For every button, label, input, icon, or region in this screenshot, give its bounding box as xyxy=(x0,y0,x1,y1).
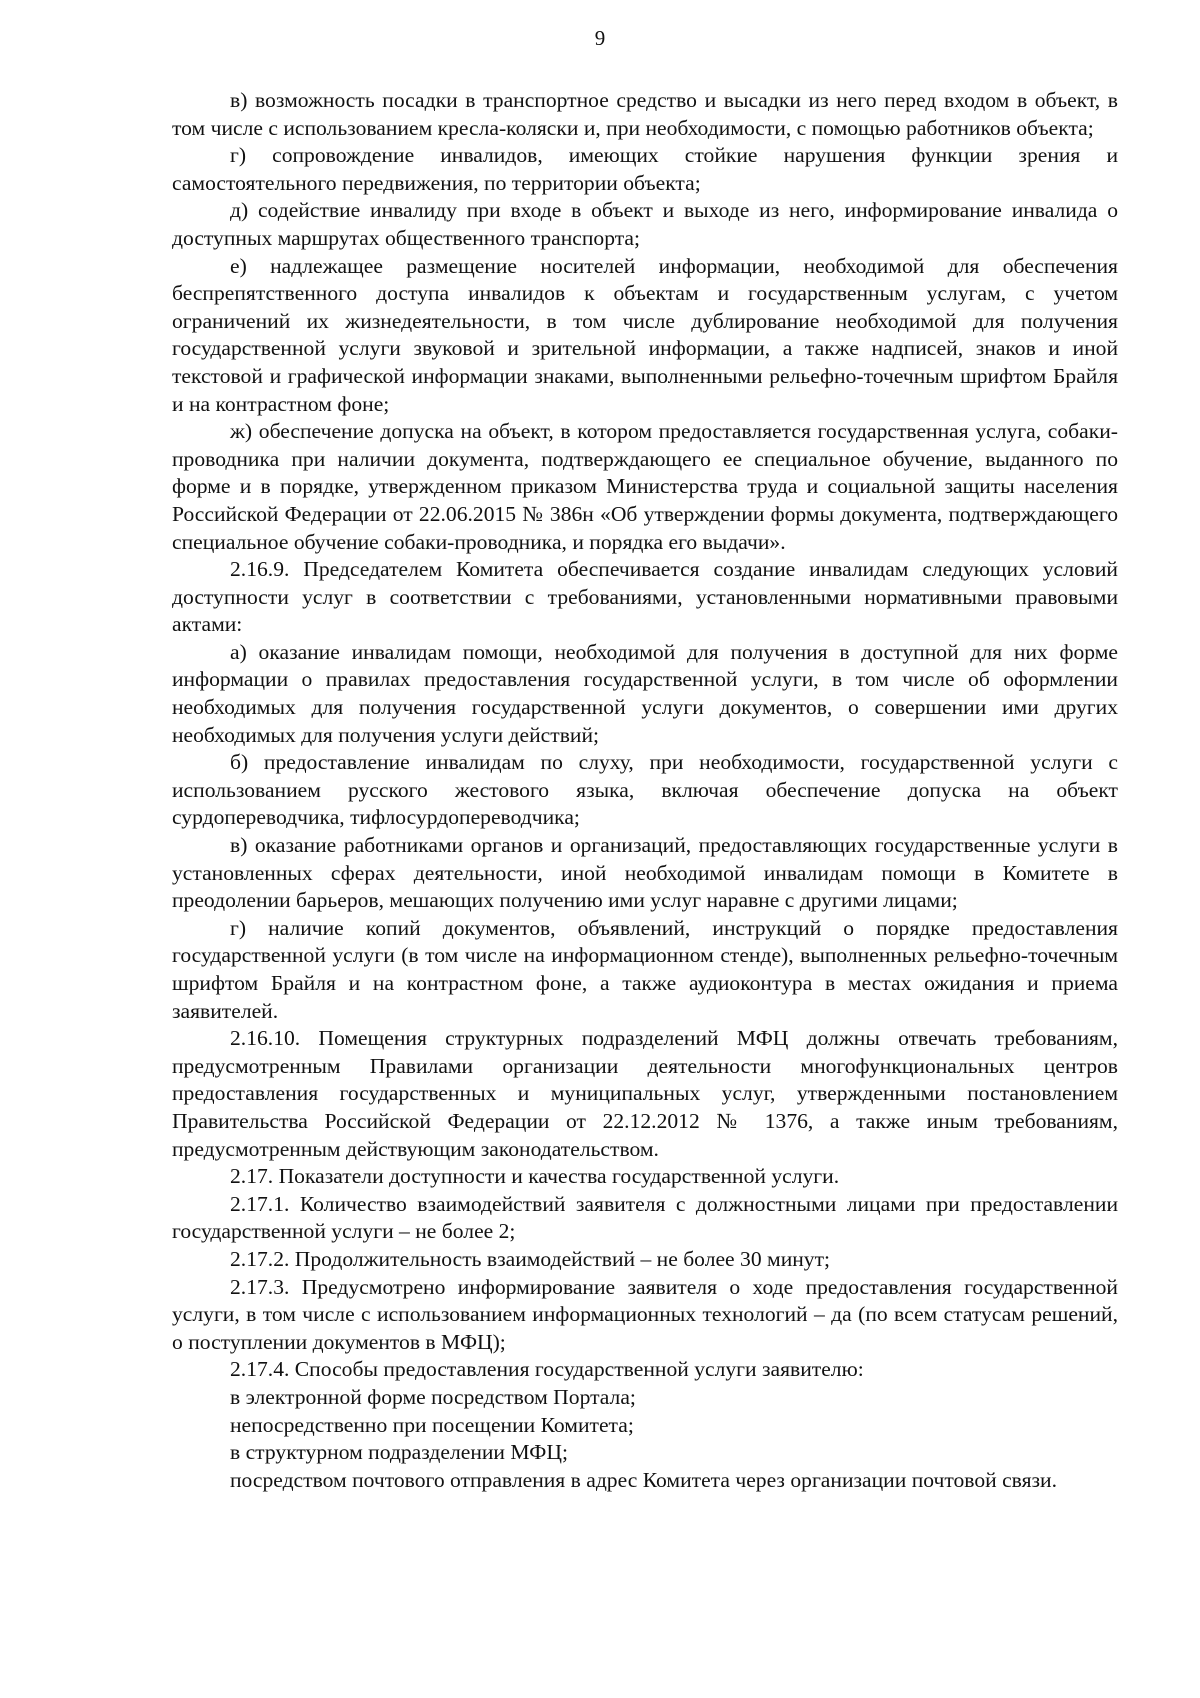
paragraph-method-portal: в электронной форме посредством Портала; xyxy=(230,1384,636,1409)
paragraph-v-staff-help: в) оказание работниками органов и организаций, предоставляющих государственные услуги в установленных сферах деятельности, иной необходимой инвалидам помощи в Комитете в преодолении барьеров, мешающих получению ими услуг наравне с другими лицами; xyxy=(172,833,1118,913)
paragraph-v-boarding: в) возможность посадки в транспортное средство и высадки из него перед входом в объект, в том числе с использованием кресла-коляски и, при необходимости, с помощью работников объекта; xyxy=(172,88,1118,140)
paragraph-method-mfc: в структурном подразделении МФЦ; xyxy=(230,1440,568,1465)
paragraph-zh-guide-dog: ж) обеспечение допуска на объект, в котором предоставляется государственная услуга, собаки-проводника при наличии документа, подтверждающего ее специальное обучение, выданного по форме и в порядке, утвержденном приказом Министерства труда и социальной защиты населения Российской Федерации от 22.06.2015 № 386н «Об утверждении формы документа, подтверждающего специальное обучение собаки-проводника, и порядка его выдачи». xyxy=(172,419,1118,554)
paragraph-2-17-1: 2.17.1. Количество взаимодействий заявителя с должностными лицами при предоставлении государственной услуги – не более 2; xyxy=(172,1191,1118,1244)
paragraph-2-17-2: 2.17.2. Продолжительность взаимодействий – не более 30 минут; xyxy=(230,1246,831,1271)
paragraph-2-17: 2.17. Показатели доступности и качества государственной услуги. xyxy=(230,1164,840,1189)
paragraph-d-assistance: д) содействие инвалиду при входе в объект и выходе из него, информирование инвалида о доступных маршрутах общественного транспорта; xyxy=(172,198,1118,250)
paragraph-e-information-placement: е) надлежащее размещение носителей информации, необходимой для обеспечения беспрепятственного доступа инвалидов к объектам и государственным услугам, с учетом ограничений их жизнедеятельности, в том числе дублирование необходимой для получения государственной услуги звуковой и зрительной информации, а также надписей, знаков и иной текстовой и графической информации знаками, выполненными рельефно-точечным шрифтом Брайля и на контрастном фоне; xyxy=(172,253,1118,416)
paragraph-method-committee: непосредственно при посещении Комитета; xyxy=(230,1412,634,1437)
paragraph-2-16-9: 2.16.9. Председателем Комитета обеспечивается создание инвалидам следующих условий доступности услуг в соответствии с требованиями, установленными нормативными правовыми актами: xyxy=(172,557,1118,637)
page-number: 9 xyxy=(594,26,606,50)
paragraph-2-16-10: 2.16.10. Помещения структурных подразделений МФЦ должны отвечать требованиям, предусмотренным Правилами организации деятельности многофункциональных центров предоставления государственных и муниципальных услуг, утвержденными постановлением Правительства Российской Федерации от 22.12.2012 № 1376, а также иным требованиям, предусмотренным действующим законодательством. xyxy=(172,1026,1118,1161)
paragraph-a-help: а) оказание инвалидам помощи, необходимой для получения в доступной для них форме информации о правилах предоставления государственной услуги, в том числе об оформлении необходимых для получения государственной услуги документов, о совершении ими других необходимых для получения услуги действий; xyxy=(172,639,1118,747)
paragraph-g-escort: г) сопровождение инвалидов, имеющих стойкие нарушения функции зрения и самостоятельного передвижения, по территории объекта; xyxy=(172,143,1118,195)
paragraph-2-17-3: 2.17.3. Предусмотрено информирование заявителя о ходе предоставления государственной услуги, в том числе с использованием информационных технологий – да (по всем статусам решений, о поступлении документов в МФЦ); xyxy=(172,1274,1118,1354)
paragraph-b-sign-language: б) предоставление инвалидам по слуху, при необходимости, государственной услуги с использованием русского жестового языка, включая обеспечение допуска на объект сурдопереводчика, тифлосурдопереводчика; xyxy=(172,750,1118,830)
paragraph-2-17-4: 2.17.4. Способы предоставления государственной услуги заявителю: xyxy=(230,1357,864,1382)
paragraph-g-braille-copies: г) наличие копий документов, объявлений, инструкций о порядке предоставления государственной услуги (в том числе на информационном стенде), выполненных рельефно-точечным шрифтом Брайля и на контрастном фоне, а также аудиоконтура в местах ожидания и приема заявителей. xyxy=(172,915,1118,1023)
document-body xyxy=(172,87,1118,1494)
paragraph-method-post: посредством почтового отправления в адрес Комитета через организации почтовой связи. xyxy=(230,1467,1058,1492)
